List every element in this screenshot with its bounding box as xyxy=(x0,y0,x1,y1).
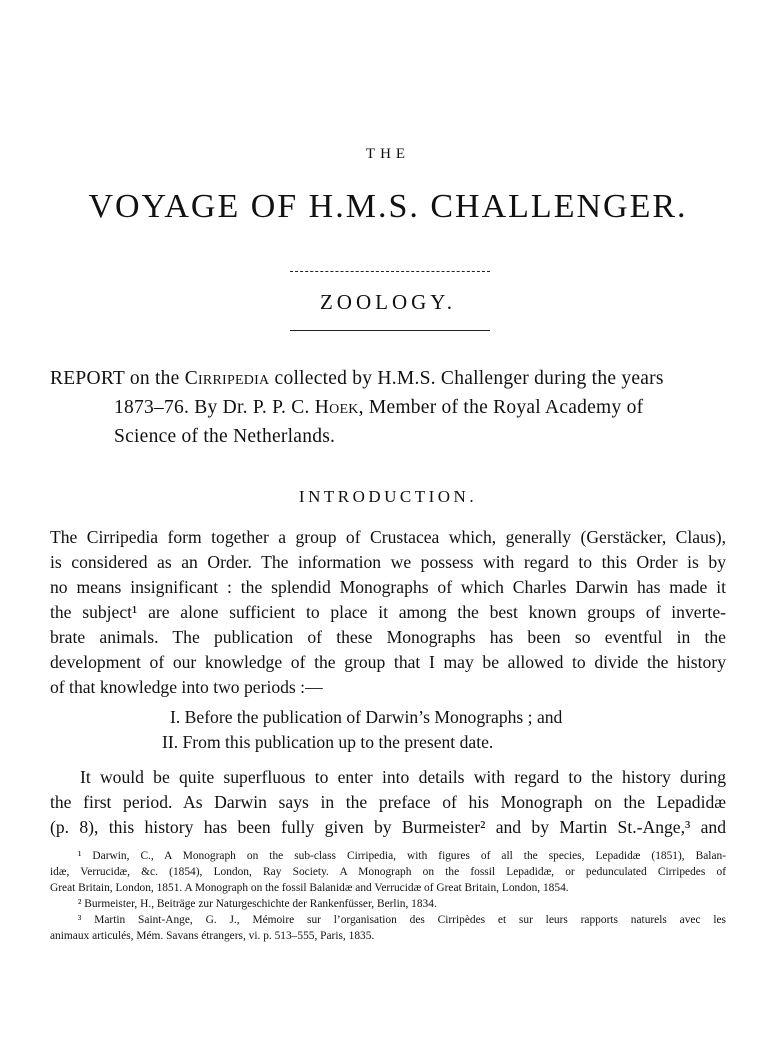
footnote-line: animaux articulés, Mém. Savans étrangers, vi. p. 513–555, Paris, 1835. xyxy=(50,930,375,942)
series-label: THE xyxy=(365,146,411,162)
paragraph-line: The Cirripedia form together a group of Crustacea which, generally (Gerstäcker, Claus), xyxy=(50,527,726,547)
footnote-line: ¹ Darwin, C., A Monograph on the sub-class Cirripedia, with figures of all the species, Lepadidæ (1851), Balan- xyxy=(78,850,726,862)
paragraph-line: (p. 8), this history has been fully given by Burmeister² and by Martin St.-Ange,³ and xyxy=(50,817,726,837)
report-text: 1873–76. By Dr. P. P. C. xyxy=(114,397,315,418)
section-title: ZOOLOGY. xyxy=(319,290,457,314)
report-text: , Member of the Royal Academy of xyxy=(358,397,644,418)
footnote-line: Great Britain, London, 1851. A Monograph on the fossil Balanidæ and Verrucidæ of Great Britain, London, 1854. xyxy=(50,882,569,894)
page-title: VOYAGE OF H.M.S. CHALLENGER. xyxy=(88,188,688,225)
report-text: REPORT on the xyxy=(50,368,185,389)
divider-lower xyxy=(290,330,490,331)
paragraph-line: development of our knowledge of the group that I may be allowed to divide the history xyxy=(50,652,726,672)
introduction-heading: INTRODUCTION. xyxy=(298,487,478,506)
paragraph-line: brate animals. The publication of these Monographs has been so eventful in the xyxy=(50,627,726,647)
paragraph-line: is considered as an Order. The information we possess with regard to this Order is by xyxy=(50,552,726,572)
paragraph-line: the first period. As Darwin says in the preface of his Monograph on the Lepadidæ xyxy=(50,792,726,812)
report-line-1 xyxy=(50,368,664,390)
report-subject: Cirripedia xyxy=(184,368,270,389)
divider-upper xyxy=(290,271,490,272)
report-text: collected by H.M.S. Challenger during the years xyxy=(269,368,664,389)
paragraph-line: the subject¹ are alone sufficient to place it among the best known groups of inverte- xyxy=(50,602,726,622)
footnote-line: ² Burmeister, H., Beiträge zur Naturgeschichte der Rankenfüsser, Berlin, 1834. xyxy=(78,898,437,910)
footnote-line: ³ Martin Saint-Ange, G. J., Mémoire sur l’organisation des Cirripèdes et sur leurs rapports naturels avec les xyxy=(78,914,726,926)
footnote-line: idæ, Verrucidæ, &c. (1854), London, Ray Society. A Monograph on the fossil Lepadidæ, or pedunculated Cirripedes of xyxy=(50,866,726,878)
report-line-3: Science of the Netherlands. xyxy=(114,426,336,447)
paragraph-line: of that knowledge into two periods :— xyxy=(50,677,323,697)
paragraph-line: no means insignificant : the splendid Monographs of which Charles Darwin has made it xyxy=(50,577,726,597)
paragraph-line: It would be quite superfluous to enter into details with regard to the history during xyxy=(80,767,726,787)
report-author: Hoek xyxy=(314,397,359,418)
report-line-2 xyxy=(114,397,643,419)
period-item: I. Before the publication of Darwin’s Monographs ; and xyxy=(170,707,563,727)
period-item: II. From this publication up to the present date. xyxy=(162,732,494,752)
